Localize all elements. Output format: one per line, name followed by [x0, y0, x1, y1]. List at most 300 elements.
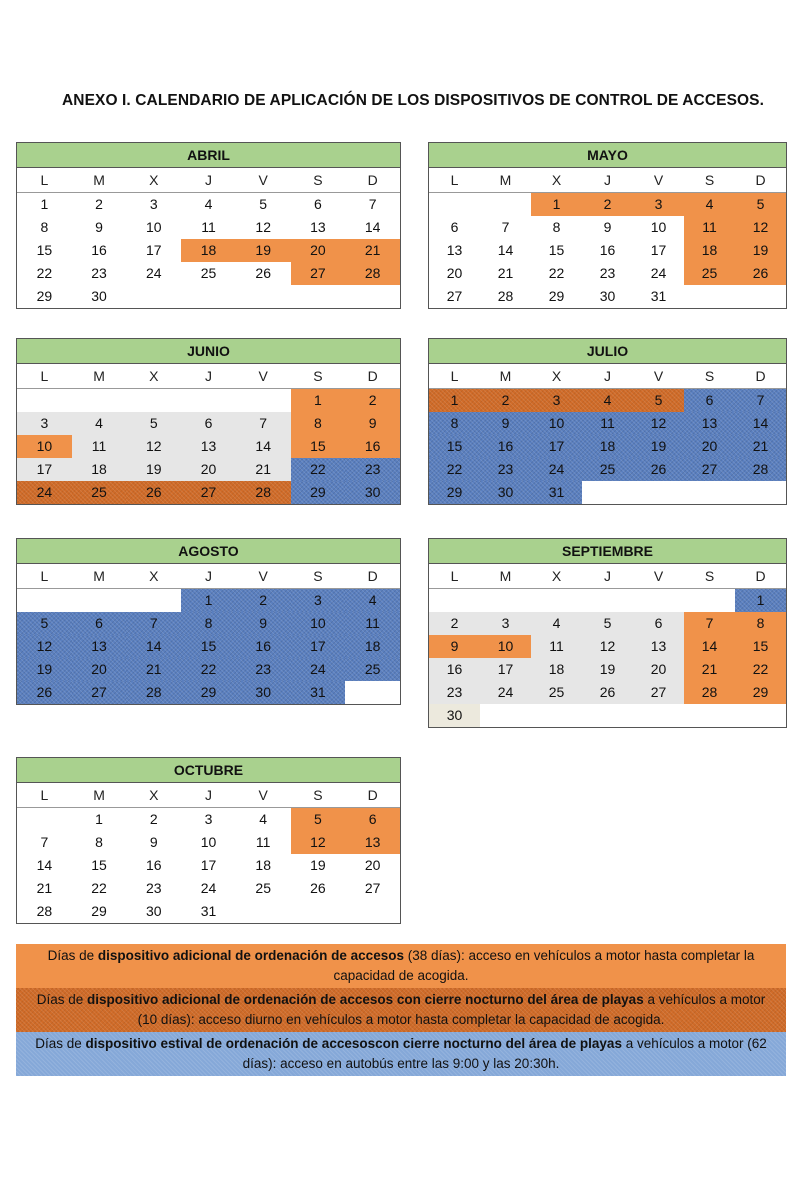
day-cell: 7 [735, 389, 786, 412]
day-cell: 24 [650, 265, 667, 281]
weekday-label: D [367, 568, 378, 584]
day-cell: 5 [291, 808, 346, 831]
weekday-header [17, 364, 400, 389]
day-cell: 12 [255, 219, 271, 235]
legend-text: a vehículos a motor (62 días): acceso en autobús entre las 9:00 y las 20:30h. [242, 1036, 767, 1071]
day-cell [126, 589, 181, 612]
week-row [17, 193, 400, 216]
weekday-label: X [551, 172, 562, 188]
week-row [17, 831, 400, 854]
day-cell [72, 589, 127, 612]
weekday-header [429, 564, 786, 589]
week-row [17, 635, 400, 658]
day-cell: 25 [684, 262, 735, 285]
day-cell: 9 [429, 635, 480, 658]
day-cell [480, 193, 531, 216]
week-row [17, 681, 400, 704]
day-cell: 30 [91, 288, 107, 304]
weekday-label: M [93, 368, 105, 384]
day-cell: 16 [429, 658, 480, 681]
day-cell: 2 [582, 193, 633, 216]
day-cell: 4 [204, 196, 213, 212]
week-row [17, 412, 400, 435]
day-cell: 22 [91, 880, 107, 896]
weekday-label: L [40, 368, 49, 384]
day-cell: 5 [633, 389, 684, 412]
day-cell: 20 [181, 458, 236, 481]
weekday-label: M [93, 172, 105, 188]
day-cell: 17 [480, 658, 531, 681]
month-title: SEPTIEMBRE [429, 539, 786, 564]
day-cell: 23 [599, 265, 616, 281]
weekday-label: J [204, 172, 212, 188]
week-row [17, 262, 400, 285]
page-title: ANEXO I. CALENDARIO DE APLICACIÓN DE LOS DISPOSITIVOS DE CONTROL DE ACCESOS. [62, 92, 765, 109]
day-cell: 12 [126, 435, 181, 458]
legend-blue-days [16, 1032, 786, 1076]
day-cell [181, 389, 236, 412]
day-cell: 11 [531, 635, 582, 658]
day-cell: 16 [480, 435, 531, 458]
day-cell [236, 389, 291, 412]
day-cell [735, 704, 786, 727]
day-cell: 19 [126, 458, 181, 481]
day-cell: 14 [126, 635, 181, 658]
day-cell: 13 [684, 412, 735, 435]
day-cell [480, 589, 531, 612]
day-cell: 16 [345, 435, 400, 458]
day-cell: 3 [291, 589, 346, 612]
day-cell [633, 704, 684, 727]
day-cell: 13 [345, 831, 400, 854]
day-cell: 9 [345, 412, 400, 435]
day-cell: 1 [531, 193, 582, 216]
day-cell: 10 [200, 834, 217, 850]
day-cell: 21 [345, 239, 400, 262]
day-cell: 1 [291, 389, 346, 412]
legend-text: (38 días): acceso en vehículos a motor hasta completar la capacidad de acogida. [333, 948, 755, 983]
week-row [17, 216, 400, 239]
month-title: JUNIO [17, 339, 400, 364]
weekday-label: D [755, 368, 766, 384]
weekday-label: X [149, 568, 159, 584]
day-cell: 4 [531, 612, 582, 635]
day-cell [684, 589, 735, 612]
day-cell [181, 285, 236, 308]
week-row [429, 681, 786, 704]
week-row [17, 612, 400, 635]
weekday-label: X [149, 368, 159, 384]
weekday-label: X [149, 172, 159, 188]
day-cell: 16 [91, 242, 107, 258]
day-cell: 25 [531, 681, 582, 704]
day-cell [126, 285, 181, 308]
day-cell: 2 [429, 612, 480, 635]
day-cell: 13 [181, 435, 236, 458]
day-cell: 28 [36, 903, 53, 919]
legend-bold-text: dispositivo adicional de ordenación de accesos [97, 948, 404, 963]
day-cell: 17 [531, 435, 582, 458]
weekday-header [17, 168, 400, 193]
day-cell: 15 [291, 435, 346, 458]
day-cell: 1 [95, 811, 103, 827]
week-row [429, 458, 786, 481]
weekday-label: V [258, 787, 268, 803]
weekday-label: S [313, 787, 323, 803]
day-cell: 26 [126, 481, 181, 504]
weekday-label: D [755, 568, 766, 584]
day-cell: 25 [582, 458, 633, 481]
weekday-label: M [499, 368, 512, 384]
day-cell: 3 [204, 811, 213, 827]
day-cell: 3 [531, 389, 582, 412]
day-cell: 22 [36, 265, 53, 281]
legend-orange-days [16, 944, 786, 988]
weekday-label: M [93, 787, 105, 803]
day-cell: 22 [291, 458, 346, 481]
day-cell: 5 [735, 193, 786, 216]
weekday-label: M [93, 568, 105, 584]
day-cell: 13 [446, 242, 463, 258]
day-cell [17, 589, 72, 612]
day-cell: 29 [36, 288, 53, 304]
week-row [17, 854, 400, 877]
legend-text: a vehículos a motor (10 días): acceso diurno en vehículos a motor hasta completar la capacidad de acogida. [137, 992, 766, 1027]
day-cell: 29 [735, 681, 786, 704]
day-cell: 25 [200, 265, 217, 281]
weekday-label: S [313, 368, 323, 384]
day-cell: 10 [291, 612, 346, 635]
day-cell: 23 [480, 458, 531, 481]
legend-dark-orange-days [16, 988, 786, 1032]
day-cell: 7 [40, 834, 49, 850]
day-cell: 5 [17, 612, 72, 635]
day-cell: 3 [480, 612, 531, 635]
day-cell: 30 [480, 481, 531, 504]
day-cell: 31 [650, 288, 667, 304]
weekday-label: J [204, 568, 212, 584]
weekday-label: L [40, 568, 49, 584]
weekday-label: L [450, 172, 459, 188]
week-row [429, 589, 786, 612]
month-title: ABRIL [17, 143, 400, 168]
day-cell: 8 [429, 412, 480, 435]
day-cell [291, 900, 346, 923]
weekday-label: V [653, 568, 664, 584]
day-cell [531, 704, 582, 727]
day-cell: 18 [181, 239, 236, 262]
day-cell [633, 481, 684, 504]
day-cell: 9 [149, 834, 158, 850]
weekday-label: J [204, 787, 212, 803]
day-cell: 26 [17, 681, 72, 704]
day-cell: 28 [236, 481, 291, 504]
week-row [429, 704, 786, 727]
weekday-label: X [149, 787, 159, 803]
day-cell [126, 389, 181, 412]
calendar-octubre [16, 757, 401, 924]
day-cell: 19 [582, 658, 633, 681]
week-row [429, 635, 786, 658]
day-cell: 6 [72, 612, 127, 635]
day-cell: 28 [497, 288, 514, 304]
weekday-label: S [704, 568, 715, 584]
day-cell: 17 [650, 242, 667, 258]
weekday-label: X [551, 568, 562, 584]
day-cell [236, 900, 291, 923]
day-cell: 14 [735, 412, 786, 435]
day-cell: 6 [633, 612, 684, 635]
weekday-label: V [653, 172, 664, 188]
day-cell: 8 [735, 612, 786, 635]
day-cell: 8 [181, 612, 236, 635]
calendar-mayo [428, 142, 787, 309]
day-cell: 9 [236, 612, 291, 635]
day-cell: 18 [531, 658, 582, 681]
day-cell: 19 [236, 239, 291, 262]
weekday-label: L [40, 787, 49, 803]
day-cell: 14 [36, 857, 53, 873]
day-cell [582, 589, 633, 612]
day-cell: 17 [291, 635, 346, 658]
weekday-label: L [40, 172, 49, 188]
day-cell: 29 [91, 903, 107, 919]
day-cell [429, 193, 480, 216]
week-row [429, 262, 786, 285]
day-cell: 15 [181, 635, 236, 658]
day-cell [582, 704, 633, 727]
day-cell: 8 [291, 412, 346, 435]
day-cell: 20 [684, 435, 735, 458]
month-title: AGOSTO [17, 539, 400, 564]
day-cell: 27 [446, 288, 463, 304]
day-cell: 11 [72, 435, 127, 458]
day-cell: 16 [599, 242, 616, 258]
day-cell: 10 [17, 435, 72, 458]
day-cell: 13 [310, 219, 326, 235]
day-cell: 10 [145, 219, 162, 235]
day-cell: 24 [200, 880, 217, 896]
day-cell: 28 [126, 681, 181, 704]
weekday-label: J [604, 568, 611, 584]
day-cell: 29 [181, 681, 236, 704]
weekday-header [429, 168, 786, 193]
day-cell: 19 [17, 658, 72, 681]
day-cell: 9 [603, 219, 612, 235]
day-cell: 8 [552, 219, 561, 235]
legend-bold-text: dispositivo estival de ordenación de accesoscon cierre nocturno del área de playas [85, 1036, 622, 1051]
day-cell: 1 [181, 589, 236, 612]
day-cell: 20 [364, 857, 381, 873]
week-row [429, 216, 786, 239]
day-cell: 24 [145, 265, 162, 281]
day-cell: 26 [735, 262, 786, 285]
day-cell: 31 [200, 903, 217, 919]
weekday-header [429, 364, 786, 389]
day-cell: 4 [582, 389, 633, 412]
day-cell: 30 [599, 288, 616, 304]
day-cell: 7 [368, 196, 377, 212]
day-cell [531, 589, 582, 612]
day-cell [72, 389, 127, 412]
day-cell: 30 [345, 481, 400, 504]
week-row [17, 239, 400, 262]
week-row [429, 389, 786, 412]
day-cell: 27 [684, 458, 735, 481]
day-cell: 2 [149, 811, 158, 827]
day-cell [735, 285, 786, 308]
legend [16, 944, 786, 1076]
day-cell: 7 [501, 219, 510, 235]
day-cell: 18 [684, 239, 735, 262]
weekday-label: V [653, 368, 664, 384]
day-cell: 20 [446, 265, 463, 281]
calendar-septiembre [428, 538, 787, 728]
day-cell: 21 [236, 458, 291, 481]
day-cell: 16 [236, 635, 291, 658]
day-cell: 21 [126, 658, 181, 681]
day-cell: 19 [735, 239, 786, 262]
day-cell: 14 [236, 435, 291, 458]
weekday-label: L [450, 368, 459, 384]
day-cell: 27 [181, 481, 236, 504]
day-cell: 23 [236, 658, 291, 681]
month-title: MAYO [429, 143, 786, 168]
day-cell: 22 [429, 458, 480, 481]
legend-text: Días de [36, 992, 88, 1007]
weekday-label: M [499, 172, 512, 188]
day-cell: 2 [480, 389, 531, 412]
day-cell [429, 589, 480, 612]
day-cell: 2 [345, 389, 400, 412]
day-cell: 7 [236, 412, 291, 435]
day-cell: 6 [181, 412, 236, 435]
month-title: JULIO [429, 339, 786, 364]
day-cell: 29 [429, 481, 480, 504]
weekday-label: V [258, 368, 268, 384]
weekday-label: J [204, 368, 212, 384]
day-cell: 11 [255, 834, 271, 850]
week-row [17, 285, 400, 308]
week-row [17, 435, 400, 458]
day-cell: 3 [17, 412, 72, 435]
week-row [429, 239, 786, 262]
day-cell: 2 [95, 196, 103, 212]
day-cell: 9 [480, 412, 531, 435]
day-cell: 6 [450, 219, 459, 235]
weekday-label: S [313, 568, 323, 584]
day-cell: 5 [582, 612, 633, 635]
day-cell: 13 [633, 635, 684, 658]
legend-text: Días de [35, 1036, 86, 1051]
day-cell: 28 [345, 262, 400, 285]
day-cell: 26 [255, 265, 271, 281]
day-cell: 25 [72, 481, 127, 504]
weekday-label: V [258, 172, 268, 188]
day-cell: 4 [259, 811, 268, 827]
weekday-label: S [704, 172, 715, 188]
week-row [429, 193, 786, 216]
day-cell: 11 [684, 216, 735, 239]
day-cell: 24 [480, 681, 531, 704]
day-cell [345, 681, 400, 704]
day-cell: 11 [582, 412, 633, 435]
day-cell: 15 [36, 242, 53, 258]
day-cell: 1 [429, 389, 480, 412]
week-row [17, 589, 400, 612]
day-cell: 22 [181, 658, 236, 681]
day-cell [582, 481, 633, 504]
week-row [429, 658, 786, 681]
calendar-julio [428, 338, 787, 505]
day-cell: 13 [72, 635, 127, 658]
calendar-junio [16, 338, 401, 505]
day-cell: 26 [582, 681, 633, 704]
day-cell: 7 [684, 612, 735, 635]
day-cell: 6 [684, 389, 735, 412]
day-cell [345, 900, 400, 923]
day-cell: 10 [480, 635, 531, 658]
day-cell: 21 [684, 658, 735, 681]
day-cell: 23 [429, 681, 480, 704]
day-cell: 12 [735, 216, 786, 239]
week-row [429, 481, 786, 504]
day-cell: 20 [72, 658, 127, 681]
month-title: OCTUBRE [17, 758, 400, 783]
day-cell: 22 [548, 265, 565, 281]
day-cell: 1 [40, 196, 49, 212]
day-cell [291, 285, 346, 308]
day-cell: 20 [633, 658, 684, 681]
day-cell: 7 [126, 612, 181, 635]
day-cell: 20 [291, 239, 346, 262]
day-cell: 6 [345, 808, 400, 831]
day-cell: 4 [72, 412, 127, 435]
day-cell [684, 285, 735, 308]
day-cell: 15 [548, 242, 565, 258]
legend-text: Días de [47, 948, 98, 963]
day-cell: 10 [650, 219, 667, 235]
day-cell: 12 [17, 635, 72, 658]
day-cell: 18 [345, 635, 400, 658]
weekday-label: D [367, 787, 378, 803]
day-cell: 17 [145, 242, 162, 258]
week-row [429, 435, 786, 458]
day-cell: 27 [633, 681, 684, 704]
day-cell: 27 [72, 681, 127, 704]
week-row [17, 458, 400, 481]
day-cell: 31 [291, 681, 346, 704]
day-cell [633, 589, 684, 612]
week-row [429, 285, 786, 308]
day-cell: 2 [236, 589, 291, 612]
day-cell [17, 389, 72, 412]
weekday-header [17, 564, 400, 589]
day-cell: 9 [95, 219, 103, 235]
weekday-label: J [604, 172, 611, 188]
day-cell: 23 [91, 265, 107, 281]
weekday-label: D [755, 172, 766, 188]
day-cell: 15 [735, 635, 786, 658]
day-cell: 24 [531, 458, 582, 481]
day-cell: 4 [345, 589, 400, 612]
day-cell: 12 [291, 831, 346, 854]
day-cell: 29 [291, 481, 346, 504]
day-cell: 24 [17, 481, 72, 504]
day-cell: 28 [684, 681, 735, 704]
day-cell: 11 [201, 219, 216, 235]
day-cell: 16 [145, 857, 162, 873]
